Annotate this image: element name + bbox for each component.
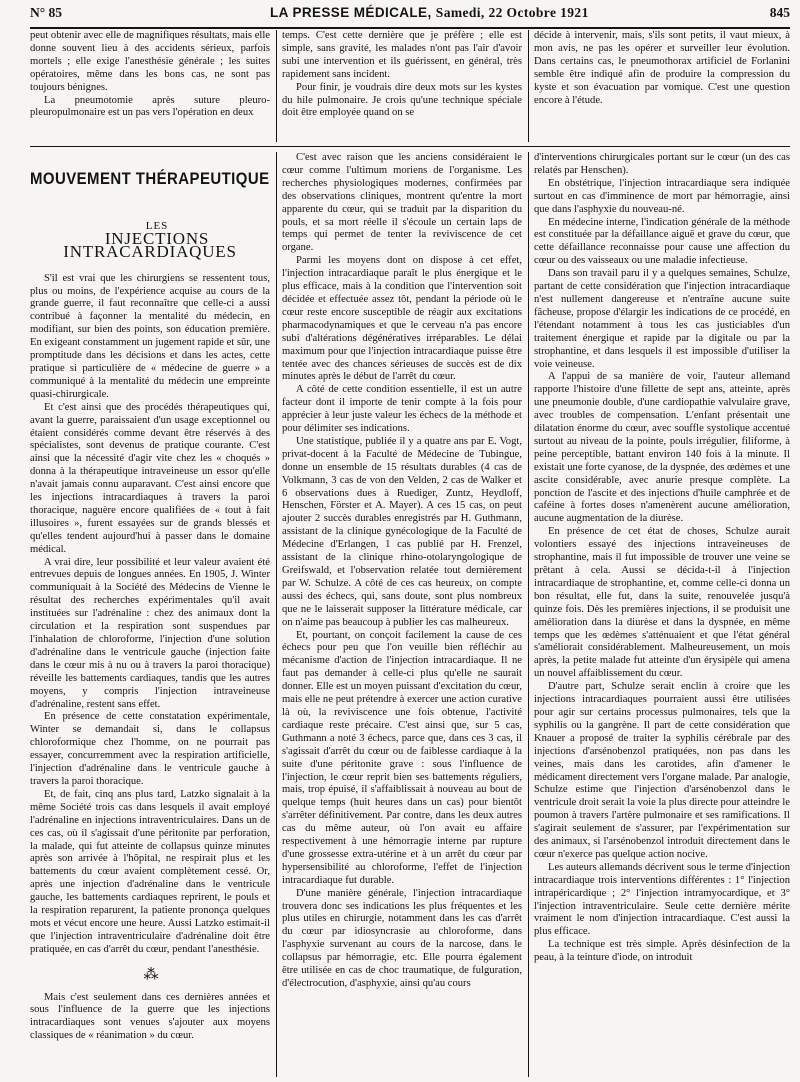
article-column-1 [30, 169, 270, 1043]
paragraph: D'autre part, Schulze serait enclin à croire que les injections intracardiaques pourraient aussi être utilisées pour agir sur certains processus pulmonaires, tels que la syphilis ou la gangrène. Il part de cette considération que Knauer a proposé de traiter la syphilis cérébrale par des injections d'arsénobenzol pratiquées, non pas dans les veines, mais dans les carotides, afin d'amener le médicament directement vers l'organe malade. Par analogie, Schulze estime que l'injection d'arsénobenzol dans le ventricule droit serait la voie la plus directe pour atteindre le poumon à travers l'artère pulmonaire et ses ramifications. Il s'agirait seulement de s'assurer, par l'expérimentation sur des animaux, si l'arsénobenzol introduit directement dans le cœur n'exerce pas quelque action nocive. [534, 681, 790, 860]
paragraph: S'il est vrai que les chirurgiens se ressentent tous, plus ou moins, de l'expérience acquise au cours de la grande guerre, il faut reconnaître que celle-ci a aussi contribué à façonner la mentalité du médecin, en modifiant, sur bien des points, son éducation première. En exigeant constamment un jugement rapide et sûr, une promptitude dans les décisions et dans les actes, cette pratique si particulière de « médecine de guerre » a communiqué à la mentalité du médecin une empreinte quasi-chirurgicale. [30, 272, 270, 400]
paragraph: Et, pourtant, on conçoit facilement la cause de ces échecs pour peu que l'on veuille bien réfléchir au mécanisme d'action de l'injection intracardiaque. Il ne faut pas demander à celle-ci plus qu'elle ne saurait donner. Elle est un moyen puissant d'excitation du cœur, mais elle ne peut prétendre à exercer une action curative là où, la reviviscence une fois obtenue, l'activité cardiaque reste précaire. C'est ainsi que, sur 5 cas, Guthmann a noté 3 échecs, parce que, dans ces 3 cas, il s'agissait d'arrêt du cœur ou de faiblesse cardiaque à la suite d'une péritonite grave : sous l'influence de l'injection, le cœur reprit bien ses battements réguliers, mais, trop épuisé, il s'affaiblissait à nouveau au bout de quelque temps (huit heures dans un cas) pour bientôt s'arrêter définitivement. Par contre, dans les deux autres cas du même auteur, où l'on avait eu affaire respectivement à une hémorragie interne par rupture d'une grossesse extra-utérine et à un arrêt du cœur par hypersensibilité au chloroforme, l'effet de l'injection intracardiaque fut durable. [282, 629, 522, 886]
paragraph: En obstétrique, l'injection intracardiaque sera indiquée surtout en cas d'imminence de mort par hémorragie, ainsi que dans l'asphyxie du nouveau-né. [534, 177, 790, 215]
page-header [30, 5, 790, 27]
column-rule [528, 30, 529, 142]
column-rule [528, 152, 529, 1077]
paragraph: d'interventions chirurgicales portant sur le cœur (un des cas relatés par Henschen). [534, 152, 790, 176]
section-title: MOUVEMENT THÉRAPEUTIQUE [30, 169, 270, 188]
paragraph: Mais c'est seulement dans ces dernières années et sous l'influence de la guerre que les injections intracardiaques sont venues s'ajouter aux moyens classiques de « réanimation » du cœur. [30, 991, 270, 1042]
paragraph: D'une manière générale, l'injection intracardiaque trouvera donc ses indications les plus fréquentes et les plus utiles en chirurgie, notamment dans les cas d'arrêt du cœur par idiosyncrasie au chloroforme, dans l'asphyxie survenant au cours de la narcose, dans le collapsus par hémorragie, etc. Elle pourra également être utilisée en cas de choc traumatique, de fulguration, d'électrocution, d'asphyxie, ainsi qu'au cours [282, 887, 522, 989]
paragraph: A côté de cette condition essentielle, il est un autre facteur dont il importe de tenir compte à la fois pour apprécier à leur juste valeur les échecs de la méthode et pour délimiter ses indications. [282, 384, 522, 435]
paragraph: Parmi les moyens dont on dispose à cet effet, l'injection intracardiaque paraît le plus énergique et le plus efficace, mais à la condition que l'intervention soit décidée et effectuée assez tôt, pendant la période où le cœur reste encore susceptible de réagir aux excitations pharmacodynamiques et que le cerveau n'a pas encore subi d'altérations dégénératives irréparables. Le délai maximum pour que l'injection intracardiaque puisse être tentée avec des chances sérieuses de succès est de dix minutes après le début de l'arrêt du cœur. [282, 255, 522, 383]
journal-title-line [270, 5, 589, 21]
article-column-2 [282, 152, 522, 991]
journal-name: LA PRESSE MÉDICALE, [270, 5, 432, 20]
column-rule [276, 152, 277, 1077]
paragraph: En médecine interne, l'indication générale de la méthode est constituée par la défaillance aiguë et grave du cœur, que cette défaillance reconnaisse pour cause une affection du cœur ou des vaisseaux ou une maladie infectieuse. [534, 216, 790, 267]
page-number: 845 [769, 5, 790, 20]
paragraph: Dans son travail paru il y a quelques semaines, Schulze, partant de cette considération que l'injection intracardiaque n'est nullement dangereuse et n'entraîne aucune suite fâcheuse, propose d'élargir les indications de ce procédé, en l'étendant notamment à tous les cas justiciables d'un traitement énergique et rapide par la digitale ou par la strophantine, et dans lesquels il est impossible d'utiliser la voie veineuse. [534, 268, 790, 370]
paragraph: peut obtenir avec elle de magnifiques résultats, mais elle donne souvent lieu à des accidents sérieux, parfois mortels ; elle exige l'anesthésie générale ; les suites opératoires, même dans les bons cas, ne sont pas toujours bénignes. [30, 30, 270, 93]
paragraph: temps. C'est cette dernière que je préfère ; elle est simple, sans gravité, les malades n'ont pas l'air d'avoir subi une intervention et ils guérissent, en général, très rapidement sans incident. [282, 30, 522, 80]
paragraph: En présence de cette constatation expérimentale, Winter se demandait si, dans le collapsus chloroformique chez l'homme, on ne pourrait pas essayer, concurremment avec la respiration artificielle, l'injection d'adrénaline dans le ventricule gauche à travers la paroi thoracique. [30, 711, 270, 787]
header-rule [30, 27, 790, 29]
top-column-2 [282, 30, 522, 120]
paragraph: décide à intervenir, mais, s'ils sont petits, il vaut mieux, à mon avis, ne pas les opérer et surveiller leur évolution. Dans certains cas, le pneumothorax artificiel de Forlanini semble être indiqué afin de produire la compression du kyste et son évacuation par vomique. C'est une question encore à l'étude. [534, 30, 790, 106]
section-rule [30, 146, 790, 147]
paragraph: Et, de fait, cinq ans plus tard, Latzko signalait à la même Société trois cas dans lesquels il avait employé l'adrénaline en injections intraventriculaires. Dans un de ces cas, où il s'agissait d'une péritonite par perforation, la malade, qui fut atteinte de collapsus quinze minutes après son arrivée à l'hôpital, ne respirait plus et les battements du cœur avaient complètement cessé. Or, après une injection d'adrénaline dans le ventricule gauche, les battements cardiaques reprirent, le pouls et la respiration reparurent, la patiente prononça quelques mots et vécut encore une heure. Aussi Latzko estimait-il que l'injection intraventriculaire d'adrénaline doit être pratiquée, en cas d'arrêt du cœur, pendant l'anesthésie. [30, 788, 270, 955]
paragraph: Pour finir, je voudrais dire deux mots sur les kystes du hile pulmonaire. Je crois qu'une technique spéciale doit être employée quand on se [282, 81, 522, 119]
article-kicker: LES [145, 219, 169, 232]
paragraph: Les auteurs allemands décrivent sous le terme d'injection intracardiaque trois interventions différentes : 1° l'injection intrapéricardique ; 2° l'injection intramyocardique, et 3° l'injection intraventriculaire. Seule cette dernière mérite vraiment le nom d'injection intracardiaque. C'est aussi la plus efficace. [534, 861, 790, 938]
article-column-3 [534, 152, 790, 965]
ornament-asterism: ⁂ [143, 966, 157, 983]
paragraph: La technique est très simple. Après désinfection de la peau, à la teinture d'iode, on introduit [534, 939, 790, 964]
paragraph: La pneumotomie après suture pleuro-pleuropulmonaire est un pas vers l'opération en deux [30, 94, 270, 119]
top-column-3 [534, 30, 790, 107]
paragraph: Une statistique, publiée il y a quatre ans par E. Vogt, privat-docent à la Faculté de Médecine de Tubingue, donne un ensemble de 15 résultats durables (4 cas de Volkmann, 3 cas de von den Velden, 2 cas de Walker et 6 observations dues à Ruediger, Zuntz, Heydloff, Henschen, Förster et A. Mayer). A ces 15 cas, on peut ajouter 2 succès durables enregistrés par H. Guthmann, assistant de la clinique gynécologique de la Faculté de Médecine d'Erlangen, 1 cas publié par H. Frenzel, assistant de la clinique rhino-otolaryngologique de Greifswald, et l'observation relatée tout dernièrement par W. Schulze. A côté de ces cas heureux, on compte aussi des échecs, qui, sans doute, sont plus nombreux que ne le laisserait supposer la littérature médicale, car on n'aime pas beaucoup à publier les cas malheureux. [282, 435, 522, 628]
paragraph: C'est avec raison que les anciens considéraient le cœur comme l'ultimum moriens de l'organisme. Les recherches physiologiques modernes, confirmées par des observations cliniques, montrent qu'entre la mort apparente du cœur, qui se traduit par la disparition du pouls, et sa mort réelle il s'écoule un certain laps de temps qui permet de tenter la reviviscence de cet organe. [282, 152, 522, 254]
paragraph: Et c'est ainsi que des procédés thérapeutiques qui, avant la guerre, paraissaient d'un usage exceptionnel ou étaient considérés comme devant être réservés à des spécialistes, sont devenus de pratique courante. C'est ainsi que la nécessité d'agir vite chez les « choqués » donna à la thérapeutique intraveineuse un essor qu'elle n'avait jamais connu auparavant. C'est ainsi encore que les injections intracardiaques à travers la paroi thoracique, naguère encore qualifiées de « tout à fait illusoires », furent essayées sur de grands blessés et qu'elles tendent aujourd'hui à passer dans le domaine médical. [30, 401, 270, 555]
paragraph: A vrai dire, leur possibilité et leur valeur avaient été entrevues depuis de longues années. En 1905, J. Winter communiquait à la Société des Médecins de Vienne le résultat des recherches expérimentales qu'il avait instituées sur l'adrénaline : chez des animaux dont la circulation et la respiration sont suspendues par l'inhalation de chloroforme, l'injection d'une solution d'adrénaline dans le ventricule gauche (injection faite dans le cœur mis à nu ou à travers la paroi thoracique) réveille les battements cardiaques, tandis que les autres moyens, y compris l'injection intraveineuse d'adrénaline, restent sans effet. [30, 556, 270, 710]
paragraph: A l'appui de sa manière de voir, l'auteur allemand rapporte l'histoire d'une fillette de sept ans, atteinte, après une pneumonie double, d'une cardiopathie valvulaire grave, avec troubles de compensation. L'enfant présentait une dilatation énorme du cœur, avec souffle systolique accentué surtout au niveau de la pointe, pouls irrégulier, filiforme, à peine perceptible, battant environ 140 fois à la minute. Il existait une forte cyanose, de la dyspnée, des œdèmes et une ascite considérable, avec anurie presque complète. La ponction de l'ascite et des injections d'huile camphrée et de caféine à fortes doses n'amenèrent aucune amélioration, aucune augmentation de la diurèse. [534, 371, 790, 525]
article-title: INJECTIONS INTRACARDIAQUES [63, 228, 237, 261]
paragraph: En présence de cet état de choses, Schulze aurait volontiers essayé des injections intraveineuses de strophantine, mais il fut impossible de trouver une veine se prêtant à cela. Aussi se décida-t-il à l'injection intracardiaque de strophantine, et, comme celle-ci donna un bon résultat, elle fut, dans la suite, renouvelée jusqu'à quinze fois. Dès les premières injections, il se produisit une amélioration dans la diurèse et dans la dyspnée, en même temps que les œdèmes s'atténuaient et que l'état général s'améliorait considérablement. Malheureusement, un mois après, la petite malade fut atteinte d'un érysipèle qui amena un nouvel affaiblissement du cœur. [534, 526, 790, 680]
issue-number: N° 85 [30, 5, 63, 20]
top-column-1 [30, 30, 270, 120]
issue-date: Samedi, 22 Octobre 1921 [435, 5, 589, 20]
column-rule [276, 30, 277, 142]
